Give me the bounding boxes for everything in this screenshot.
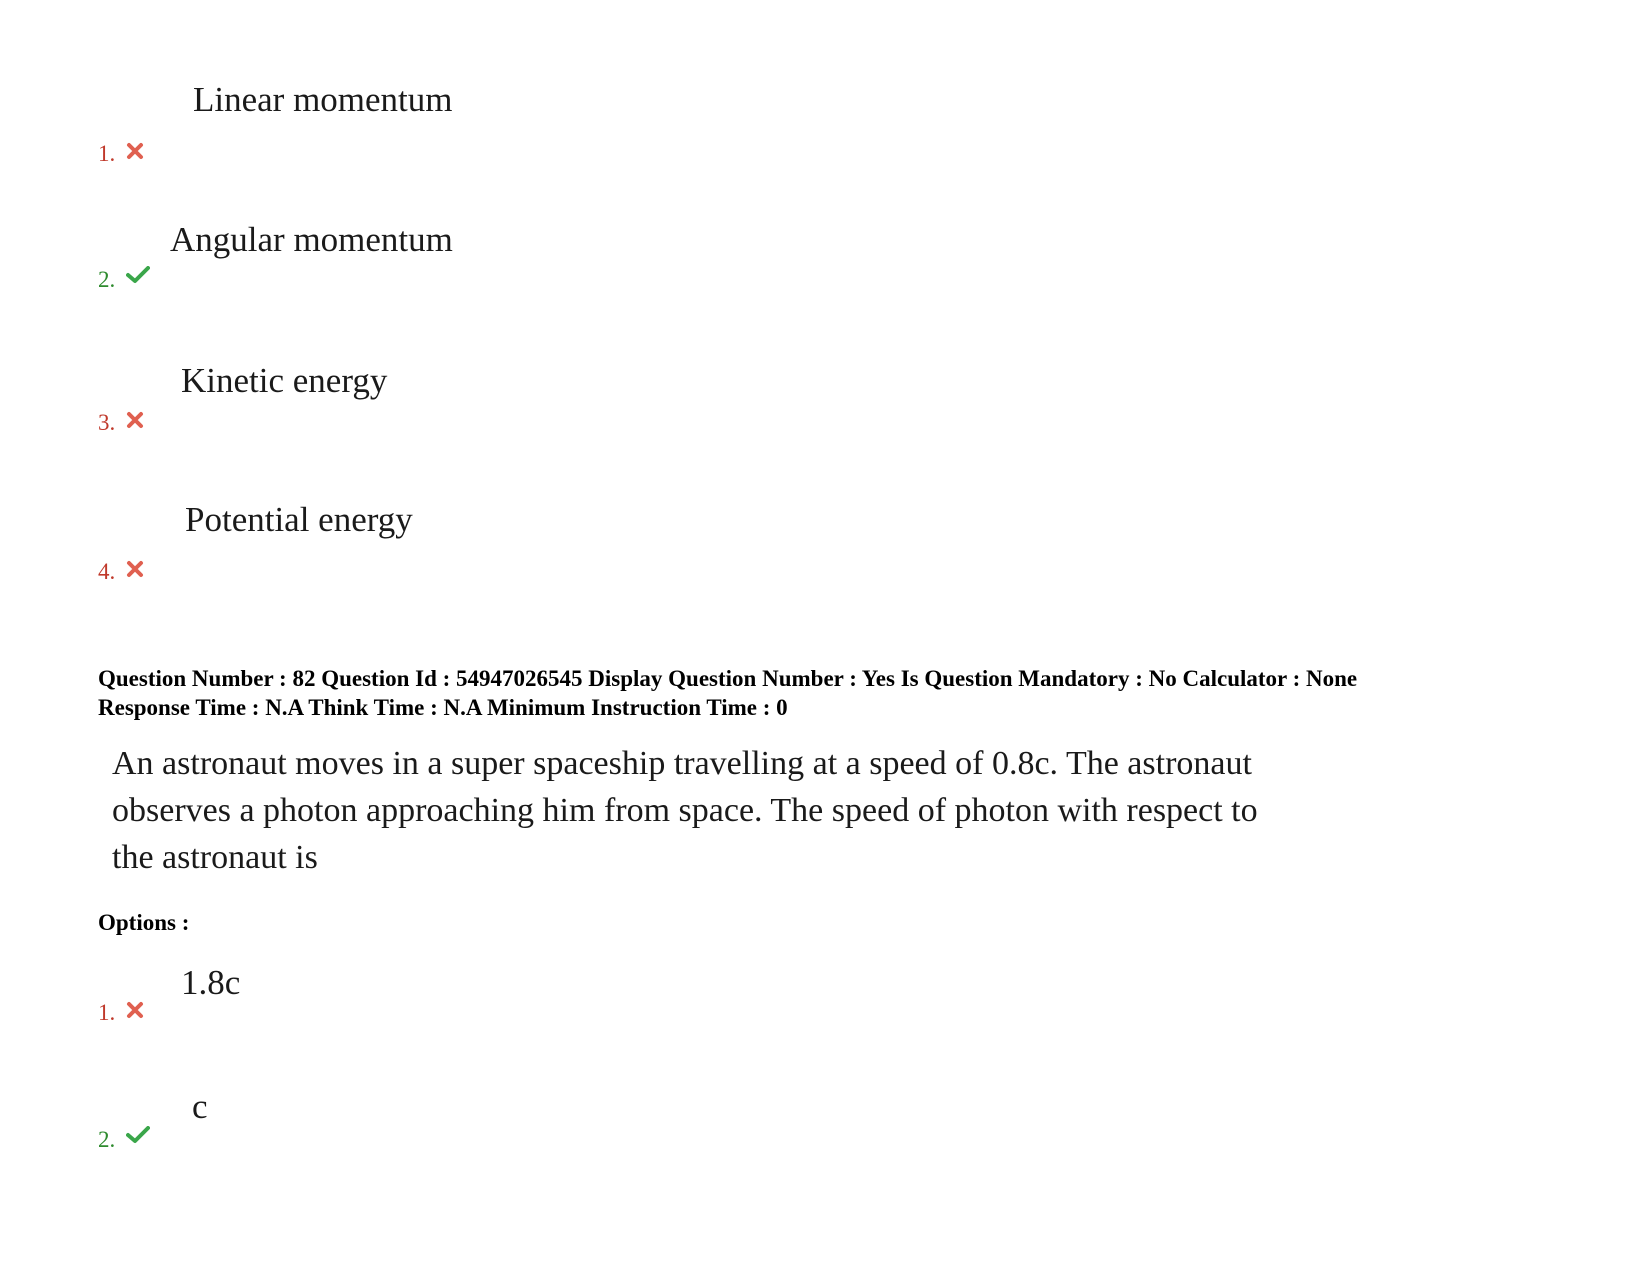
question-line: An astronaut moves in a super spaceship travelling at a speed of 0.8c. The astronaut bbox=[112, 745, 1252, 782]
check-icon bbox=[126, 266, 150, 284]
option-text: Linear momentum bbox=[193, 80, 453, 119]
option-text: Kinetic energy bbox=[181, 361, 388, 400]
metadata-line-1: Question Number : 82 Question Id : 54947026545 Display Question Number : Yes Is Question Mandatory : No Calculator : None bbox=[98, 666, 1358, 691]
option-number: 3. bbox=[98, 410, 116, 435]
option-text: c bbox=[192, 1087, 208, 1126]
option-text: 1.8c bbox=[181, 963, 241, 1002]
option-number: 1. bbox=[98, 1000, 116, 1025]
option-text: Potential energy bbox=[185, 500, 413, 539]
options-label: Options : bbox=[98, 910, 190, 935]
cross-icon bbox=[126, 142, 144, 160]
option-number: 2. bbox=[98, 1127, 116, 1152]
metadata-line-2: Response Time : N.A Think Time : N.A Minimum Instruction Time : 0 bbox=[98, 695, 788, 720]
cross-icon bbox=[126, 411, 144, 429]
option-text: Angular momentum bbox=[170, 220, 453, 259]
check-icon bbox=[126, 1126, 150, 1144]
option-number: 2. bbox=[98, 267, 116, 292]
option-number: 4. bbox=[98, 559, 116, 584]
question-line: observes a photon approaching him from space. The speed of photon with respect to bbox=[112, 792, 1258, 829]
option-number: 1. bbox=[98, 141, 116, 166]
question-metadata bbox=[98, 664, 1578, 722]
cross-icon bbox=[126, 1001, 144, 1019]
question-text bbox=[112, 740, 1258, 881]
cross-icon bbox=[126, 560, 144, 578]
question-line: the astronaut is bbox=[112, 839, 318, 876]
